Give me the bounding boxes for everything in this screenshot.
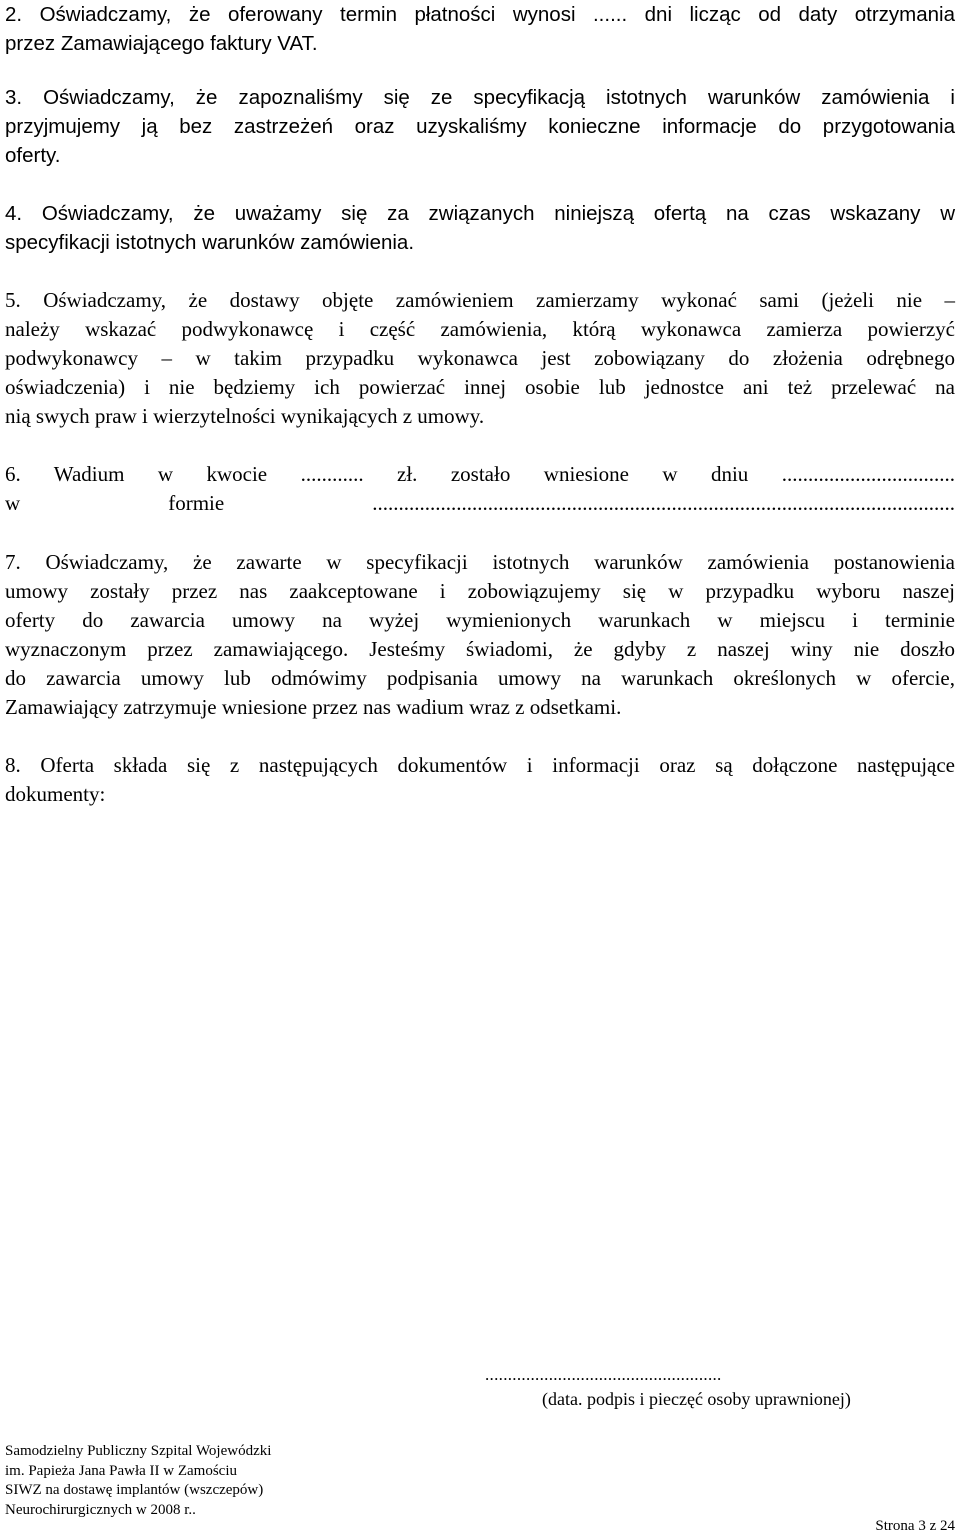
- paragraph-6-line-2: w formie ...............................................................................................................: [5, 491, 955, 515]
- paragraph-5-line-1: 5. Oświadczamy, że dostawy objęte zamówieniem zamierzamy wykonać sami (jeżeli nie –: [5, 288, 955, 312]
- paragraph-6-line-1: 6. Wadium w kwocie ............ zł. zostało wniesione w dniu .................................: [5, 462, 955, 486]
- paragraph-3-line-3: oferty.: [5, 144, 61, 167]
- paragraph-7-line-3: oferty do zawarcia umowy na wyżej wymienionych warunkach w miejscu i terminie: [5, 608, 955, 632]
- signature-line: ....................................................: [485, 1365, 722, 1384]
- paragraph-7-line-2: umowy zostały przez nas zaakceptowane i zobowiązujemy się w przypadku wyboru naszej: [5, 579, 955, 603]
- page-number: Strona 3 z 24: [875, 1518, 955, 1534]
- footer-line-2: im. Papieża Jana Pawła II w Zamościu: [5, 1462, 238, 1479]
- footer-line-4: Neurochirurgicznych w 2008 r..: [5, 1501, 196, 1518]
- paragraph-5-line-3: podwykonawcy – w takim przypadku wykonawca jest zobowiązany do złożenia odrębnego: [5, 346, 955, 370]
- paragraph-2-line-1: 2. Oświadczamy, że oferowany termin płatności wynosi ...... dni licząc od daty otrzymania: [5, 3, 955, 26]
- paragraph-4-binding-offer: [5, 199, 955, 257]
- paragraph-8-attached-documents: [5, 751, 955, 809]
- signature-caption: (data. podpis i pieczęć osoby uprawnionej): [542, 1389, 851, 1409]
- paragraph-3-specification-accepted: [5, 83, 955, 170]
- paragraph-3-line-2: przyjmujemy ją bez zastrzeżeń oraz uzyskaliśmy konieczne informacje do przygotowania: [5, 115, 955, 138]
- paragraph-7-contract-terms: [5, 548, 955, 722]
- paragraph-5-line-5: nią swych praw i wierzytelności wynikających z umowy.: [5, 404, 485, 428]
- paragraph-7-line-5: do zawarcia umowy lub odmówimy podpisania umowy na warunkach określonych w ofercie,: [5, 666, 955, 690]
- document-footer: [5, 1442, 271, 1520]
- paragraph-7-line-1: 7. Oświadczamy, że zawarte w specyfikacji istotnych warunków zamówienia postanowienia: [5, 550, 955, 574]
- paragraph-8-line-1: 8. Oferta składa się z następujących dokumentów i informacji oraz są dołączone następujące: [5, 753, 955, 777]
- paragraph-5-line-2: należy wskazać podwykonawcę i część zamówienia, którą wykonawca zamierza powierzyć: [5, 317, 955, 341]
- footer-line-1: Samodzielny Publiczny Szpital Wojewódzki: [5, 1443, 272, 1459]
- paragraph-6-deposit: [5, 460, 955, 518]
- paragraph-2-payment-term: [5, 0, 955, 58]
- paragraph-4-line-1: 4. Oświadczamy, że uważamy się za związanych niniejszą ofertą na czas wskazany w: [5, 202, 955, 225]
- paragraph-2-line-2: przez Zamawiającego faktury VAT.: [5, 32, 318, 55]
- paragraph-4-line-2: specyfikacji istotnych warunków zamówienia.: [5, 231, 415, 254]
- paragraph-3-line-1: 3. Oświadczamy, że zapoznaliśmy się ze specyfikacją istotnych warunków zamówienia i: [5, 86, 955, 109]
- paragraph-8-line-2: dokumenty:: [5, 782, 106, 806]
- footer-line-3: SIWZ na dostawę implantów (wszczepów): [5, 1482, 264, 1499]
- paragraph-5-subcontractors: [5, 286, 955, 431]
- paragraph-7-line-6: Zamawiający zatrzymuje wniesione przez nas wadium wraz z odsetkami.: [5, 695, 622, 719]
- paragraph-7-line-4: wyznaczonym przez zamawiającego. Jesteśmy świadomi, że gdyby z naszej winy nie doszło: [5, 637, 955, 661]
- paragraph-5-line-4: oświadczenia) i nie będziemy ich powierzać innej osobie lub jednostce ani też przelewać na: [5, 375, 955, 399]
